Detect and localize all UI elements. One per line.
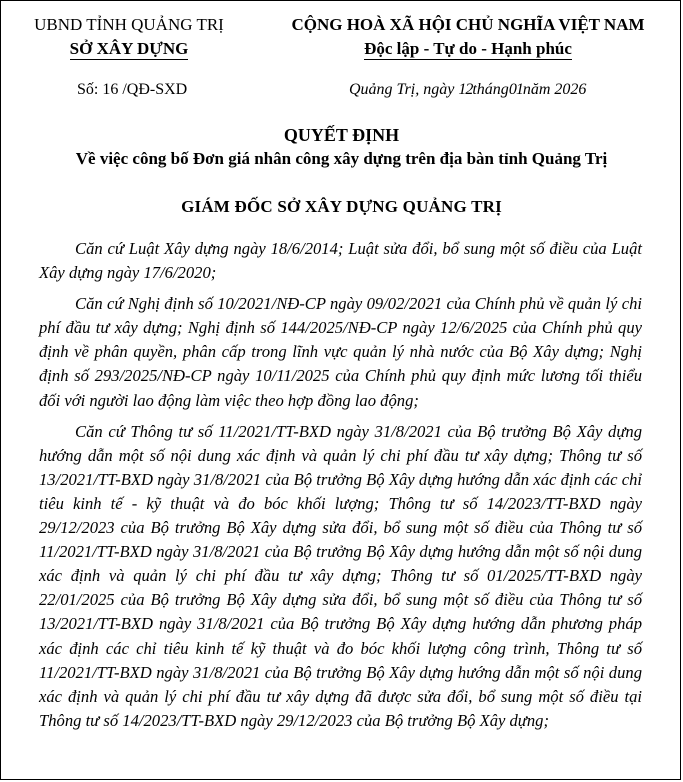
place-name: Quảng Trị, (349, 81, 420, 98)
day-value: 12 (458, 81, 473, 98)
agency-parent: UBND TỈNH QUẢNG TRỊ (34, 15, 224, 34)
legal-basis (39, 237, 642, 740)
place-date (349, 81, 586, 99)
national-header (263, 13, 673, 61)
month-label: tháng (472, 81, 509, 98)
national-motto: Độc lập - Tự do - Hạnh phúc (364, 39, 572, 58)
agency-name: SỞ XÂY DỰNG (69, 39, 189, 58)
document-number: Số: 16 /QĐ-SXD (77, 81, 188, 98)
agency-header (29, 13, 229, 61)
document-title: QUYẾT ĐỊNH (283, 125, 400, 145)
legal-basis-paragraph-decrees: Căn cứ Nghị định số 10/2021/NĐ-CP ngày 09/02/2021 của Chính phủ về quản lý chi phí đầu tư xây dựng; Nghị định số 144/2025/NĐ-CP ngày 12/6/2025 của Chính phủ quy định về phân quyền, phân cấp trong lĩnh vực quản lý nhà nước của Bộ Xây dựng; Nghị định số 293/2025/NĐ-CP ngày 10/11/2025 của Chính phủ quy định mức lương tối thiểu đối với người lao động làm việc theo hợp đồng lao động; (39, 294, 642, 410)
document-subject: Về việc công bố Đơn giá nhân công xây dựng trên địa bàn tỉnh Quảng Trị (75, 149, 608, 168)
month-value: 01 (508, 81, 523, 98)
year-text: năm 2026 (522, 81, 587, 98)
issuing-authority: GIÁM ĐỐC SỞ XÂY DỰNG QUẢNG TRỊ (181, 197, 502, 216)
national-title: CỘNG HOÀ XÃ HỘI CHỦ NGHĨA VIỆT NAM (291, 15, 645, 34)
legal-basis-paragraph-law: Căn cứ Luật Xây dựng ngày 18/6/2014; Luật sửa đổi, bổ sung một số điều của Luật Xây dựng ngày 17/6/2020; (39, 239, 642, 283)
day-label: ngày (423, 81, 455, 98)
legal-basis-paragraph-circulars: Căn cứ Thông tư số 11/2021/TT-BXD ngày 31/8/2021 của Bộ trưởng Bộ Xây dựng hướng dẫn một số nội dung xác định và quản lý chi phí đầu tư xây dựng; Thông tư số 13/2021/TT-BXD ngày 31/8/2021 của Bộ trưởng Bộ Xây dựng hướng dẫn xác định các chỉ tiêu kinh tế - kỹ thuật và đo bóc khối lượng; Thông tư số 14/2023/TT-BXD ngày 29/12/2023 của Bộ trưởng Bộ Xây dựng sửa đổi, bổ sung một số điều của Thông tư số 11/2021/TT-BXD ngày 31/8/2021 của Bộ trưởng Bộ Xây dựng hướng dẫn một số nội dung xác định và quản lý chi phí đầu tư xây dựng; Thông tư số 01/2025/TT-BXD ngày 22/01/2025 của Bộ trưởng Bộ Xây dựng sửa đổi, bổ sung một số điều của Thông tư số 13/2021/TT-BXD ngày 31/8/2021 của Bộ trưởng Bộ Xây dựng hướng dẫn phương pháp xác định các chỉ tiêu kinh tế kỹ thuật và đo bóc khối lượng công trình, Thông tư số 11/2021/TT-BXD ngày 31/8/2021 của Bộ trưởng Bộ Xây dựng hướng dẫn một số nội dung xác định và quản lý chi phí đầu tư xây dựng đã được sửa đổi, bổ sung một số điều tại Thông tư số 14/2023/TT-BXD ngày 29/12/2023 của Bộ trưởng Bộ Xây dựng; (39, 421, 642, 730)
